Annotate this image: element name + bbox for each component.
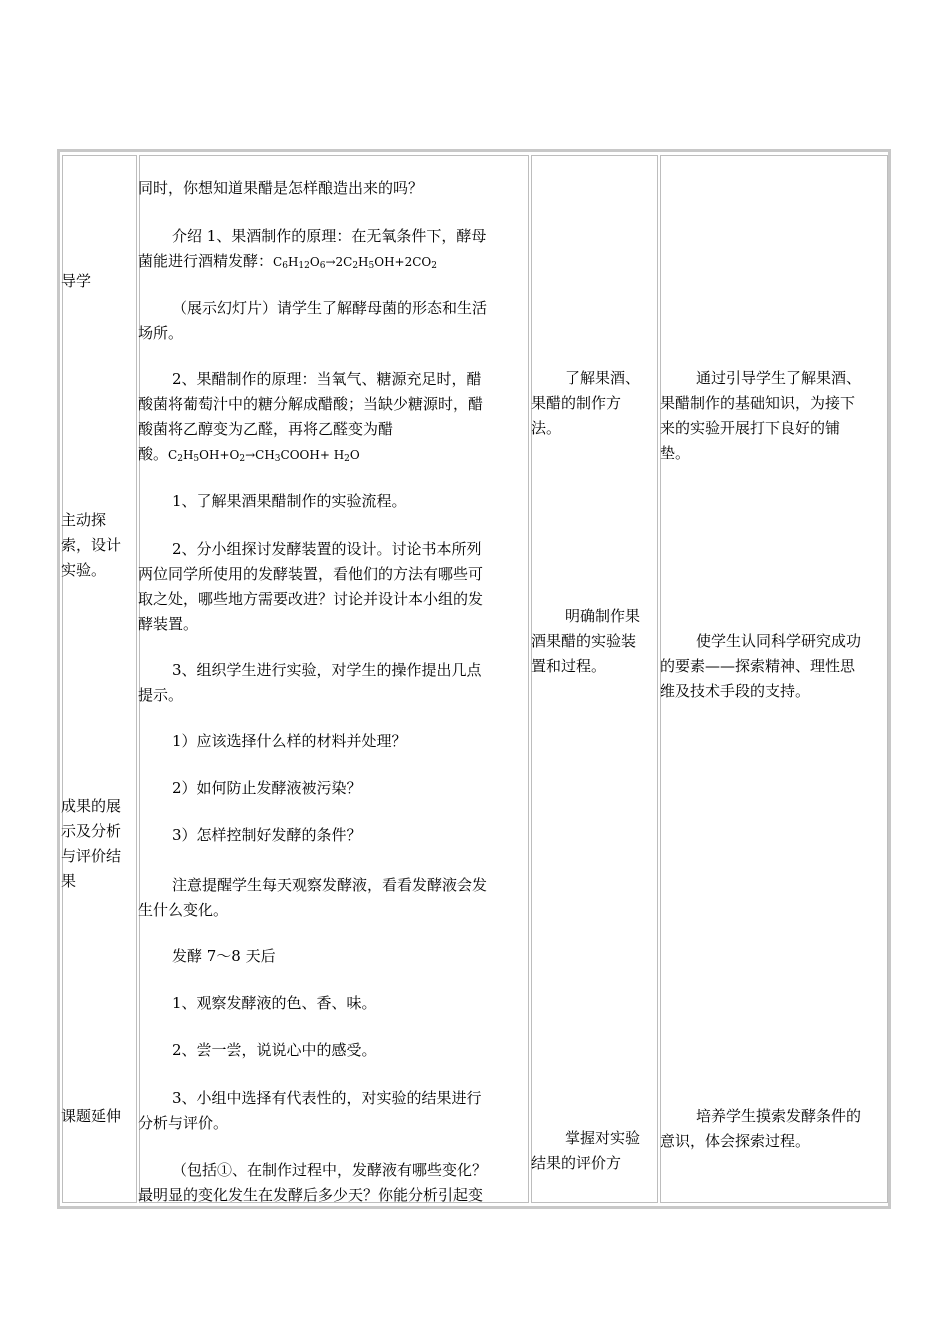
goal-1-line3: 法。 xyxy=(531,419,562,437)
observe-step: 1、观察发酵液的色、香、味。 xyxy=(172,994,377,1012)
goal-column xyxy=(531,155,658,1203)
stage-guide: 导学 xyxy=(61,272,92,290)
stage-results-line3: 与评价结 xyxy=(61,847,122,865)
wine-principle-line1: 介绍 1、果酒制作的原理：在无氧条件下，酵母 xyxy=(172,227,487,245)
wine-principle-line2: 菌能进行酒精发酵：$C_6H_{12}O_6\to 2C_2H_5OH+2CO_2$ xyxy=(138,252,437,271)
step-3-line2: 提示。 xyxy=(138,686,184,704)
goal-3-line1: 掌握对实验 xyxy=(565,1129,641,1147)
intent-3-line1: 培养学生摸索发酵条件的 xyxy=(696,1107,862,1125)
step-2-line1: 2、分小组探讨发酵装置的设计。讨论书本所列 xyxy=(172,540,482,558)
slide-note-line2: 场所。 xyxy=(138,324,184,342)
stage-results-line1: 成果的展 xyxy=(61,797,122,815)
stage-extension: 课题延伸 xyxy=(61,1107,122,1125)
question-2: 2）如何防止发酵液被污染？ xyxy=(172,779,362,797)
goal-3-line2: 结果的评价方 xyxy=(531,1154,622,1172)
acetic-equation: $C_2H_5OH+O_2\to CH_3COOH+ H_2O$ xyxy=(168,448,360,464)
evaluate-step-line1: 3、小组中选择有代表性的，对实验的结果进行 xyxy=(172,1089,482,1107)
evaluate-step-line2: 分析与评价。 xyxy=(138,1114,229,1132)
intent-3-line2: 意识，体会探索过程。 xyxy=(660,1132,811,1150)
stage-explore-line3: 实验。 xyxy=(61,561,107,579)
stage-explore-line1: 主动探 xyxy=(61,511,107,529)
goal-1-line2: 果醋的制作方 xyxy=(531,394,622,412)
reminder-line2: 生什么变化。 xyxy=(138,901,229,919)
goal-2-line2: 酒果醋的实验装 xyxy=(531,632,637,650)
goal-2-line1: 明确制作果 xyxy=(565,607,641,625)
intent-2-line2: 的要素——探索精神、理性思 xyxy=(660,657,856,675)
stage-results-line2: 示及分析 xyxy=(61,822,122,840)
intent-1-line1: 通过引导学生了解果酒、 xyxy=(696,369,862,387)
include-line1: （包括①、在制作过程中，发酵液有哪些变化？ xyxy=(172,1161,488,1179)
intent-2-line1: 使学生认同科学研究成功 xyxy=(696,632,862,650)
slide-note-line1: （展示幻灯片）请学生了解酵母菌的形态和生活 xyxy=(172,299,488,317)
intent-1-line3: 来的实验开展打下良好的铺 xyxy=(660,419,841,437)
vinegar-principle-line4: 酸。$C_2H_5OH+O_2\to CH_3COOH+ H_2O$ xyxy=(138,445,360,464)
step-1: 1、了解果酒果醋制作的实验流程。 xyxy=(172,492,407,510)
stage-column xyxy=(62,155,137,1203)
taste-step: 2、尝一尝，说说心中的感受。 xyxy=(172,1041,377,1059)
goal-2-line3: 置和过程。 xyxy=(531,657,607,675)
content-intro: 同时，你想知道果醋是怎样酿造出来的吗？ xyxy=(138,179,424,197)
step-2-line2: 两位同学所使用的发酵装置，看他们的方法有哪些可 xyxy=(138,565,484,583)
after-days: 发酵 7～8 天后 xyxy=(172,947,276,965)
reminder-line1: 注意提醒学生每天观察发酵液，看看发酵液会发 xyxy=(172,876,488,894)
step-2-line4: 酵装置。 xyxy=(138,615,199,633)
question-3: 3）怎样控制好发酵的条件？ xyxy=(172,826,362,844)
vinegar-principle-line1: 2、果醋制作的原理：当氧气、糖源充足时，醋 xyxy=(172,370,482,388)
goal-1-line1: 了解果酒、 xyxy=(565,369,641,387)
stage-results-line4: 果 xyxy=(61,872,77,890)
vinegar-principle-line2: 酸菌将葡萄汁中的糖分解成醋酸；当缺少糖源时，醋 xyxy=(138,395,484,413)
intent-2-line3: 维及技术手段的支持。 xyxy=(660,682,811,700)
intent-1-line2: 果醋制作的基础知识，为接下 xyxy=(660,394,856,412)
vinegar-principle-line3: 酸菌将乙醇变为乙醛，再将乙醛变为醋 xyxy=(138,420,394,438)
question-1: 1）应该选择什么样的材料并处理？ xyxy=(172,732,407,750)
intent-1-line4: 垫。 xyxy=(660,444,691,462)
stage-explore-line2: 索，设计 xyxy=(61,536,122,554)
fermentation-equation: $C_6H_{12}O_6\to 2C_2H_5OH+2CO_2$ xyxy=(273,255,437,271)
step-3-line1: 3、组织学生进行实验，对学生的操作提出几点 xyxy=(172,661,482,679)
step-2-line3: 取之处，哪些地方需要改进？讨论并设计本小组的发 xyxy=(138,590,484,608)
include-line2: 最明显的变化发生在发酵后多少天？你能分析引起变 xyxy=(138,1186,484,1204)
